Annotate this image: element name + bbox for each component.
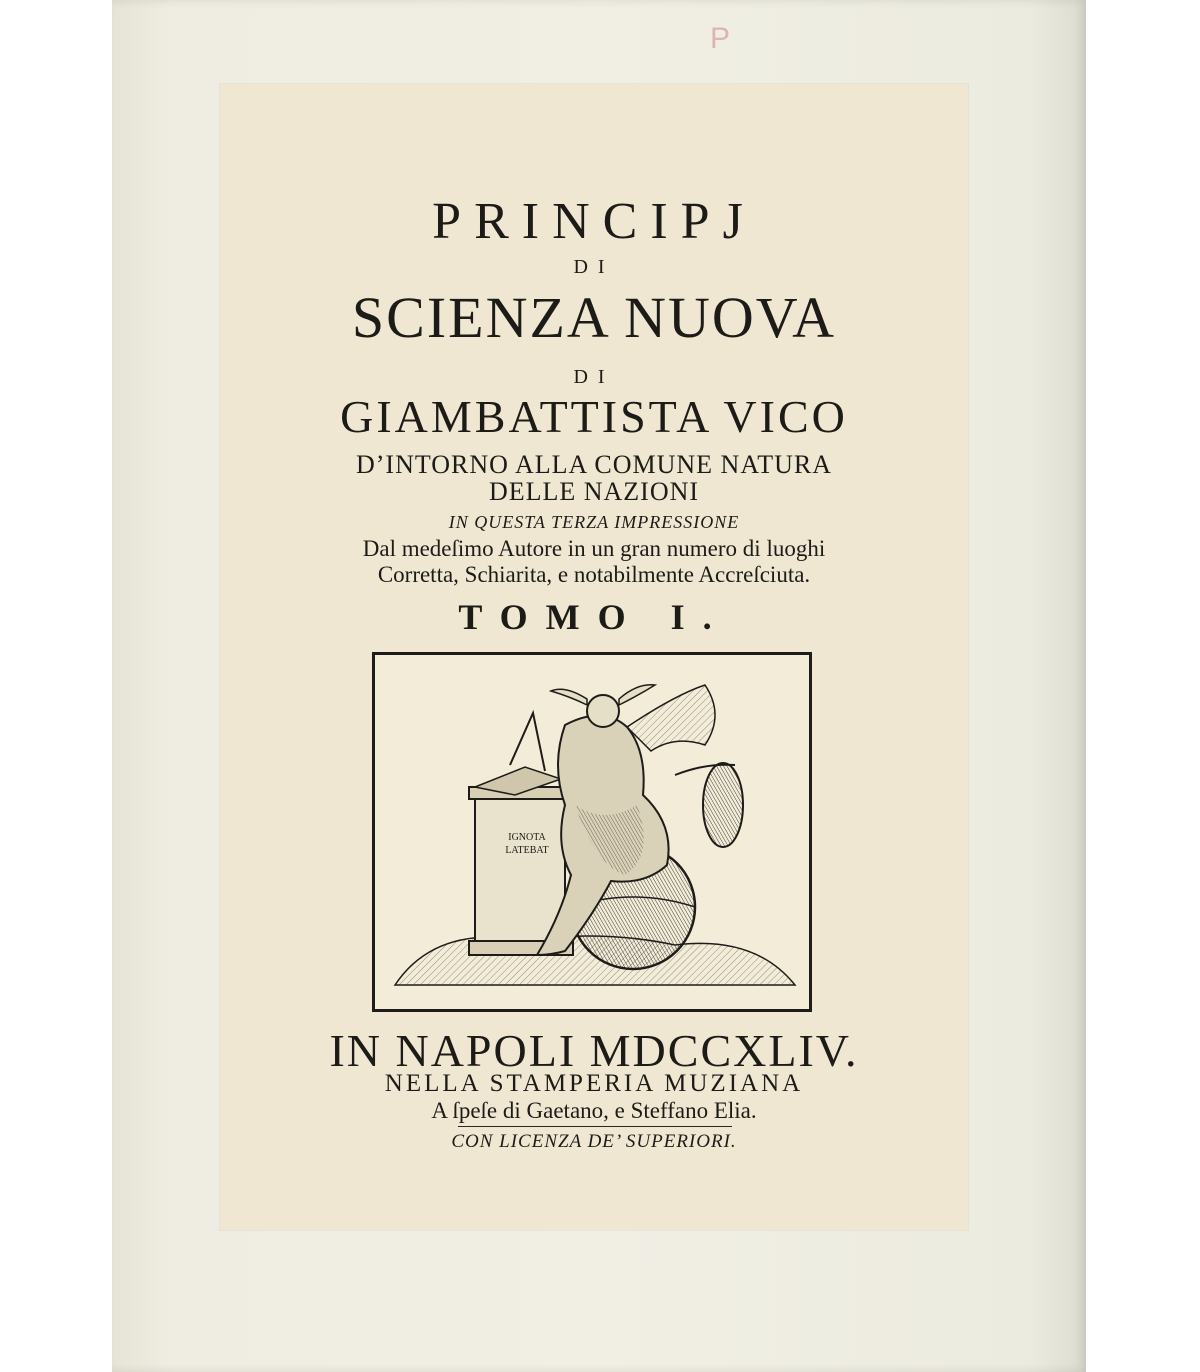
divider-rule — [458, 1126, 732, 1127]
connector-di-1: DI — [573, 256, 615, 278]
inscription-line-2: LATEBAT — [505, 845, 549, 856]
edition-note: IN QUESTA TERZA IMPRESSIONE — [448, 512, 740, 532]
title-line-2: SCIENZA NUOVA — [351, 285, 837, 350]
connector-di-2: DI — [573, 366, 615, 388]
volume-label: TOMO I. — [458, 597, 730, 637]
publishers-line: A ſpeſe di Gaetano, e Steffano Elia. — [431, 1098, 757, 1123]
imprint-place-date: IN NAPOLI MDCCXLIV. — [329, 1025, 859, 1076]
edition-line-2: Corretta, Schiarita, e notabilmente Accreſciuta. — [377, 562, 811, 587]
scan-background-right — [1086, 0, 1200, 1372]
scan-background-left — [0, 0, 112, 1372]
subtitle-line-2: DELLE NAZIONI — [488, 477, 700, 506]
subtitle-line-1: D’INTORNO ALLA COMUNE NATURA — [355, 450, 833, 479]
title-line-1: PRINCIPJ — [432, 193, 756, 250]
pencil-annotation: P — [710, 22, 735, 55]
inscription-line-1: IGNOTA — [508, 832, 546, 843]
license-line: CON LICENZA DE’ SUPERIORI. — [451, 1131, 737, 1152]
printer-line: NELLA STAMPERIA MUZIANA — [384, 1070, 804, 1097]
frontispiece-engraving — [372, 652, 812, 1012]
title-page-plate — [220, 84, 968, 1230]
allegorical-figure-illustration — [375, 655, 809, 1009]
pedestal-inscription — [495, 831, 559, 857]
edition-line-1: Dal medeſimo Autore in un gran numero di luoghi — [362, 536, 826, 561]
author-name: GIAMBATTISTA VICO — [340, 391, 848, 442]
